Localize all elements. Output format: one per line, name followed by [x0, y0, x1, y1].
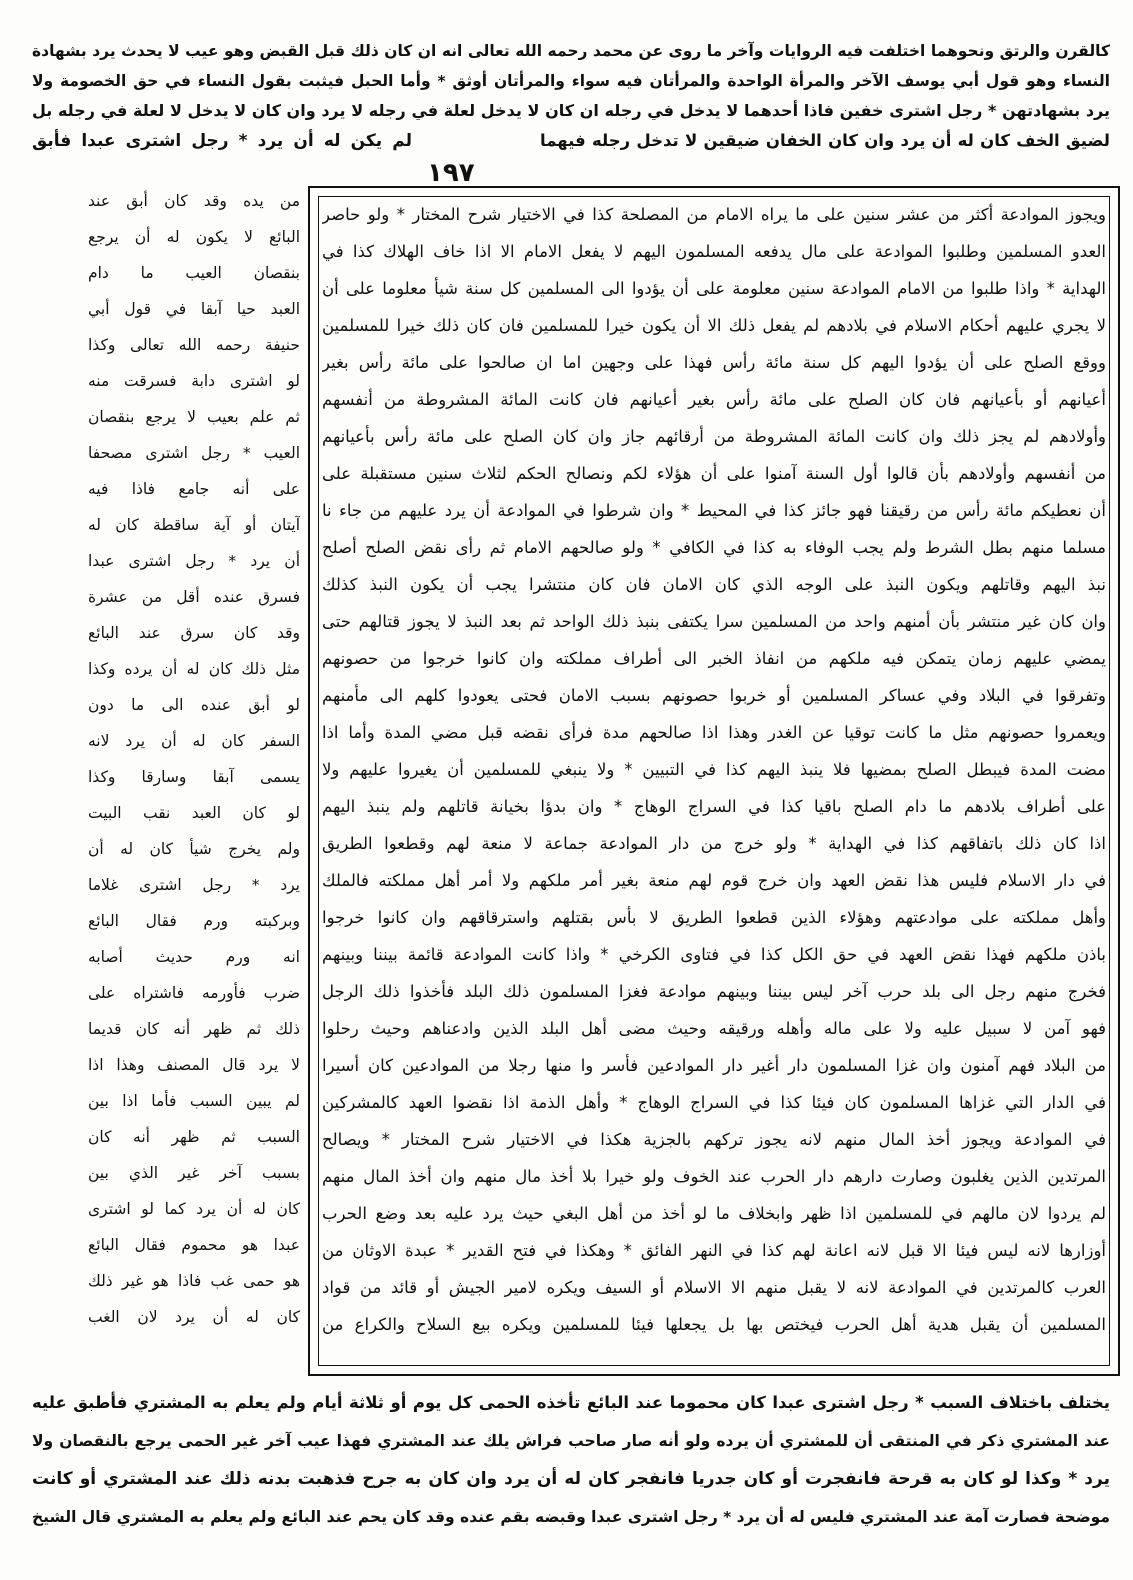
side-line: يسمى آبقا وسارقا وكذا	[88, 768, 300, 786]
main-line: ويجوز الموادعة أكثر من عشر سنين على ما يراه الامام من المصلحة كذا في الاختيار شرح المختار * ولو حاصر	[322, 205, 1106, 224]
side-line: العبد حيا آبقا في قول أبي	[88, 300, 300, 318]
main-line: فهو آمن لا سبيل عليه ولا على ماله وأهله ورقيقه وحيث مضى أهل البلد الذين وادعناهم وحيث رحلوا	[322, 1019, 1106, 1038]
main-line: في الموادعة ويجوز أخذ المال منهم لانه يجوز تركهم بالجزية هكذا في الاختيار شرح المختار * ويصالح	[322, 1130, 1106, 1149]
main-line: أوزارها لانه ليس فيئا الا قبل لانه اعانة لهم كذا في النهر الفائق * وهكذا في فتح القدير * عبدة الاوثان من	[322, 1241, 1106, 1260]
side-line: لو اشترى دابة فسرقت منه	[88, 372, 300, 390]
main-line: لم يردوا لان مالهم في للمسلمين اذا ظهر وابخلاف ما لو أخذ من أهل البغي حيث يرد عليه بعد وضع الحرب	[322, 1204, 1106, 1223]
main-line: لا يجري عليهم أحكام الاسلام في بلادهم لم يفعل ذلك الا أن يكون خيرا للمسلمين فان كان ذلك خيرا للمسلمين	[322, 316, 1106, 335]
main-line: باذن ملكهم فهذا نقض العهد في حق الكل كذا في فتاوى الكرخي * واذا كانت الموادعة قائمة بيننا وبينهم	[322, 945, 1106, 964]
main-line: في الدار التي غزاها المسلمون كان فيئا كذا في السراج الوهاج * وأهل الذمة اذا نقضوا العهد كالمشركين	[322, 1093, 1106, 1112]
main-line: ووقع الصلح على أن يؤدوا اليهم كل سنة مائة رأس فهذا على وجهين اما ان صالحوا على مائة رأس بغير	[322, 353, 1106, 372]
side-line: على أنه جامع فاذا فيه	[88, 480, 300, 498]
side-line: وقد كان سرق عند البائع	[88, 624, 300, 642]
main-line: مسلما منهم بطل الشرط ولم يجب الوفاء به كذا في الكافي * ولو صالحهم الامام ثم رأى نقض الصلح أصلح	[322, 538, 1106, 557]
side-line: أن يرد * رجل اشترى عبدا	[88, 552, 300, 570]
top-line: يرد بشهادتهن * رجل اشترى خفين فاذا أحدهما لا يدخل في رجله ان كان لا يدخل لعلة في رجله لا يرد وان كان لا يدخل لا لعلة في رجله بل	[32, 101, 1110, 120]
main-line: المرتدين الذين يغلبون وصارت دارهم دار الحرب عند الخوف ولو خيرا بلا أخذ مال منهم وان أخذ المال منهم	[322, 1167, 1106, 1186]
top-line: النساء وهو قول أبي يوسف الآخر والمرأة الواحدة والمرأتان فيه سواء والمرأتان أوثق * وأما الحبل فيثبت بقول النساء في حق الخصومة ولا	[32, 72, 1110, 90]
main-line: نبذ اليهم وقاتلهم ويكون النبذ على الوجه الذي كان الامان فان كان منتشرا يجب أن يكون النبذ كذلك	[322, 575, 1106, 594]
bottom-line: موضحة فصارت آمة عند المشتري فليس له أن يرد * رجل اشترى عبدا وقبضه بقم عنده وقد كان يحم عند البائع ولم يعلم به المشتري قال الشيخ	[32, 1508, 1110, 1526]
main-line: فخرج منهم رجل الى بلد حرب آخر ليس بيننا وبينهم موادعة فغزا المسلمون ذلك البلد فأخذوا ذلك الرجل	[322, 982, 1106, 1001]
page-number: ١٩٧	[427, 158, 475, 188]
side-line: آيتان أو آية ساقطة كان له	[88, 516, 300, 534]
side-line: لا يرد قال المصنف وهذا اذا	[88, 1056, 300, 1074]
side-line: لو كان العبد نقب البيت	[88, 804, 300, 822]
main-line: في دار الاسلام فليس هذا نقض العهد وان خرج قوم لهم منعة بغير أمر ملكهم ولا أمر أهل مملكته فالملك	[322, 871, 1106, 890]
main-line: وأهل مملكته على موادعتهم وهؤلاء الذين قطعوا الطريق لا بأس بقتلهم واسترقاقهم وان كانوا خرجوا	[322, 908, 1106, 927]
side-line: السفر كان له أن يرد لانه	[88, 732, 300, 750]
side-line: لم يبين السبب فأما اذا بين	[88, 1092, 300, 1110]
side-line: مثل ذلك كان له أن يرده وكذا	[88, 660, 300, 678]
side-line: ولم يخرج شيأ كان له أن	[88, 840, 300, 858]
main-line: على أطراف بلادهم ما دام الصلح باقيا كذا في السراج الوهاج * وان بدؤا بخيانة قاتلهم ولم ينبذ اليهم	[322, 797, 1106, 816]
side-line: بنقصان العيب ما دام	[88, 264, 300, 282]
main-line: وتفرقوا في البلاد وفي عساكر المسلمين أو خربوا حصونهم بسبب الامان فحتى يعودوا كلهم الى مأمنهم	[322, 686, 1106, 705]
main-line: وأولادهم لم يجز ذلك وان كانت المائة المشروطة من أرقائهم جاز وان كان الصلح على مائة رأس بأعيانهم	[322, 427, 1106, 446]
main-line: العدو المسلمين وطلبوا الموادعة على مال يدفعه المسلمون اليهم لا يفعل الامام الا اذا خاف الهلاك كذا في	[322, 242, 1106, 261]
main-line: من أنفسهم وأولادهم بأن قالوا أول السنة آمنوا على أن هؤلاء لكم ونصالح الحكم لثلاث سنين مستقبلة على	[322, 464, 1106, 483]
main-line: ويعمروا حصونهم مثل ما كانت توقيا عن الغدر وهذا اذا صالحهم مدة فرأى نقضه قبل مضي المدة وأما اذا	[322, 723, 1106, 742]
main-line: الهداية * واذا طلبوا من الامام الموادعة سنين معلومة على أن يؤدوا الى المسلمين كل سنة شيأ معلوما على أن	[322, 279, 1106, 298]
top-line: لضيق الخف كان له أن يرد وان كان الخفان ضيقين لا تدخل رجله فيهما	[540, 131, 1110, 150]
side-line: هو حمى غب فاذا هو غير ذلك	[88, 1272, 300, 1290]
bottom-line: عند المشتري ذكر في المنتقى أن للمشتري أن يرده ولو أنه صار صاحب فراش يلك عند المشتري فهذا عيب آخر غير الحمى يرجع بالنقصان ولا	[32, 1432, 1110, 1450]
main-line: من البلاد فهم آمنون وان غزا المسلمون دار أغير دار الموادعين فأسر وا منها رجلا من الموادعين كان أسيرا	[322, 1056, 1106, 1075]
bottom-line: يختلف باختلاف السبب * رجل اشترى عبدا كان محموما عند البائع تأخذه الحمى كل يوم أو ثلاثة أيام ولم يعلم به المشتري فأطبق عليه	[32, 1393, 1110, 1412]
top-line: كالقرن والرتق ونحوهما اختلفت فيه الروايات وآخر ما روى عن محمد رحمه الله تعالى انه ان كان ذلك قبل القبض وهو عيب لا يحدث يرد بشهادة	[32, 42, 1110, 60]
main-line: أعيانهم أو بأعيانهم فان كان الصلح على مائة رأس بغير أعيانهم فان كانت المائة المشروطة من أنفسهم	[322, 390, 1106, 409]
side-line: العيب * رجل اشترى مصحفا	[88, 444, 300, 462]
side-line: السبب ثم ظهر أنه كان	[88, 1128, 300, 1146]
main-line: يمضي عليهم زمان يتمكن فيه ملكهم من انفاذ الخبر الى أطراف مملكته وان كانوا خرجوا من حصونهم	[322, 649, 1106, 668]
side-line: ثم علم بعيب لا يرجع بنقصان	[88, 408, 300, 426]
side-line: ذلك ثم ظهر أنه كان قديما	[88, 1020, 300, 1038]
side-line: فسرق عنده أقل من عشرة	[88, 588, 300, 606]
top-line-tail: لم يكن له أن يرد * رجل اشترى عبدا فأبق	[32, 131, 412, 151]
side-line: وبركبته ورم فقال البائع	[88, 912, 300, 930]
main-line: اذا كان ذلك باتفاقهم كذا في الهداية * ولو خرج من دار الموادعة جماعة لا منعة لهم وقطعوا الطريق	[322, 834, 1106, 853]
bottom-line: يرد * وكذا لو كان به قرحة فانفجرت أو كان جدريا فانفجر كان له أن يرد وان كان به جرح فذهبت بدنه ذلك عند المشتري أو كانت	[32, 1469, 1110, 1489]
side-line: حنيفة رحمه الله تعالى وكذا	[88, 336, 300, 354]
side-line: بسبب آخر غير الذي بين	[88, 1164, 300, 1182]
side-line: من يده وقد كان أبق عند	[88, 192, 300, 210]
side-line: كان له أن يرد كما لو اشترى	[88, 1200, 300, 1218]
main-line: وان كان غير منتشر بأن أمنهم واحد من المسلمين سرا يكتفى بنبذ ذلك الواحد ثم بعد النبذ لا يجوز قتالهم حتى	[322, 612, 1106, 631]
side-line: البائع لا يكون له أن يرجع	[88, 228, 300, 246]
side-line: لو أبق عنده الى ما دون	[88, 696, 300, 714]
main-line: مضت المدة فيبطل الصلح بمضيها فلا ينبذ اليهم كذا في التبيين * ولا ينبغي للمسلمين أن يغيروا عليهم ولا	[322, 760, 1106, 779]
side-line: يرد * رجل اشترى غلاما	[88, 876, 300, 894]
side-line: كان له أن يرد لان الغب	[88, 1308, 300, 1326]
side-line: انه ورم حديث أصابه	[88, 948, 300, 966]
side-line: ضرب فأورمه فاشتراه على	[88, 984, 300, 1002]
main-line: العرب كالمرتدين في الموادعة لانه لا يقبل منهم الا الاسلام أو السيف ويكره لامير الجيش أو قائد من قواد	[322, 1278, 1106, 1297]
side-line: عبدا هو محموم فقال البائع	[88, 1236, 300, 1254]
main-line: المسلمين أن يقبل هدية أهل الحرب فيختص بها بل يجعلها فيئا للمسلمين ويكره بيع السلاح والكراع من	[322, 1315, 1106, 1334]
main-line: أن نعطيكم مائة رأس من رقيقنا فهو جائز كذا في المحيط * وان شرطوا في الموادعة أن يرد عليهم من جاء نا	[322, 501, 1106, 520]
